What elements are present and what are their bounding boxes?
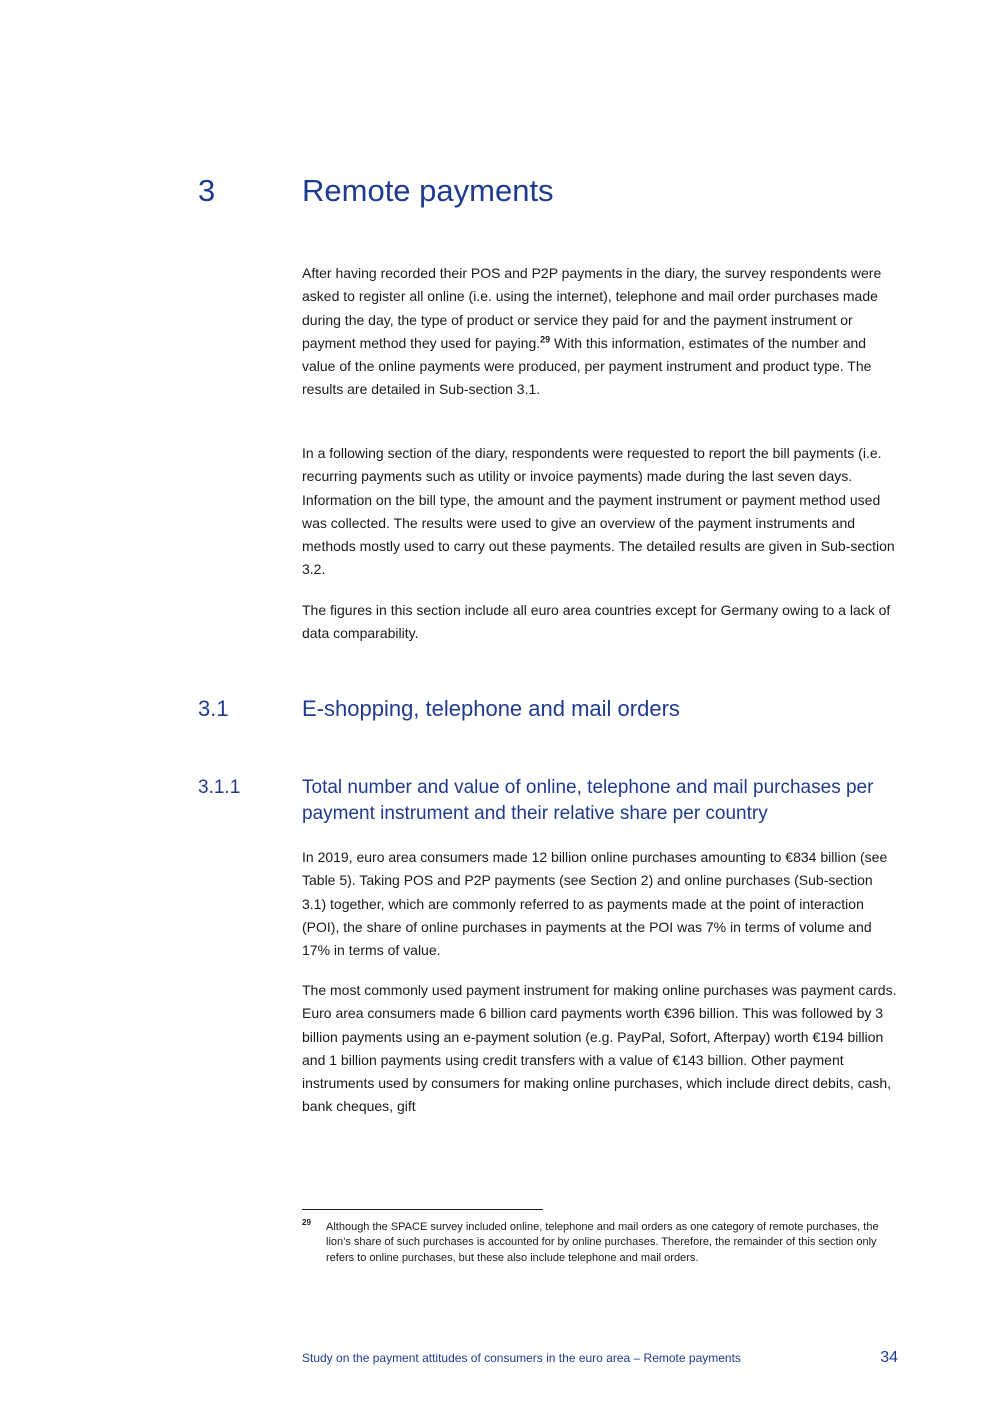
intro-paragraph-1-text: After having recorded their POS and P2P payments in the diary, the survey respondents were asked to register all online (i.e. using the internet), telephone and mail order purchases made during the day, the type of product or service they paid for and the payment instrument or payment method they used for paying.	[302, 265, 882, 351]
section-title: E-shopping, telephone and mail orders	[302, 696, 680, 721]
page-number: 34	[880, 1349, 898, 1366]
subsection-paragraph-2: The most commonly used payment instrument for making online purchases was payment cards. Euro area consumers made 6 billion card payments worth €396 billion. This was followed by 3 billion payments using an e-payment solution (e.g. PayPal, Sofort, Afterpay) worth €194 billion and 1 billion payments using credit transfers with a value of €143 billion. Other payment instruments used by consumers for making online purchases, which include direct debits, cash, bank cheques, gift	[302, 982, 897, 1115]
footnote-divider	[302, 1209, 543, 1210]
footnote-number: 29	[302, 1218, 311, 1227]
subsection-paragraph-1: In 2019, euro area consumers made 12 billion online purchases amounting to €834 billion (see Table 5). Taking POS and P2P payments (see Section 2) and online purchases (Sub-section 3.1) together, which are commonly referred to as payments made at the point of interaction (POI), the share of online purchases in payments at the POI was 7% in terms of volume and 17% in terms of value.	[302, 849, 888, 959]
intro-paragraph-1	[302, 262, 900, 402]
subsection-number: 3.1.1	[198, 777, 241, 798]
intro-paragraph-2: In a following section of the diary, respondents were requested to report the bill payments (i.e. recurring payments such as utility or invoice payments) made during the last seven days. Information on the bill type, the amount and the payment instrument or payment method used was collected. The results were used to give an overview of the payment instruments and methods mostly used to carry out these payments. The detailed results are given in Sub-section 3.2.	[302, 445, 895, 578]
footnote-reference[interactable]: 29	[540, 334, 551, 345]
subsection-title: Total number and value of online, telephone and mail purchases per payment instrument and their relative share per country	[302, 777, 874, 824]
intro-paragraph-3: The figures in this section include all euro area countries except for Germany owing to a lack of data comparability.	[302, 602, 891, 642]
chapter-number: 3	[198, 173, 216, 208]
chapter-title: Remote payments	[302, 173, 554, 208]
footnote-text: Although the SPACE survey included online, telephone and mail orders as one category of remote purchases, the lion’s share of such purchases is accounted for by online purchases. Therefore, the remainder of this section only refers to online purchases, but these also include telephone and mail orders.	[326, 1221, 879, 1264]
intro-paragraph-1-text-cont: With this information, estimates of the number and value of the online payments were produced, per payment instrument and product type. The results are detailed in Sub-section 3.1.	[302, 334, 872, 398]
section-number: 3.1	[198, 696, 229, 721]
running-footer: Study on the payment attitudes of consumers in the euro area – Remote payments	[302, 1351, 741, 1365]
